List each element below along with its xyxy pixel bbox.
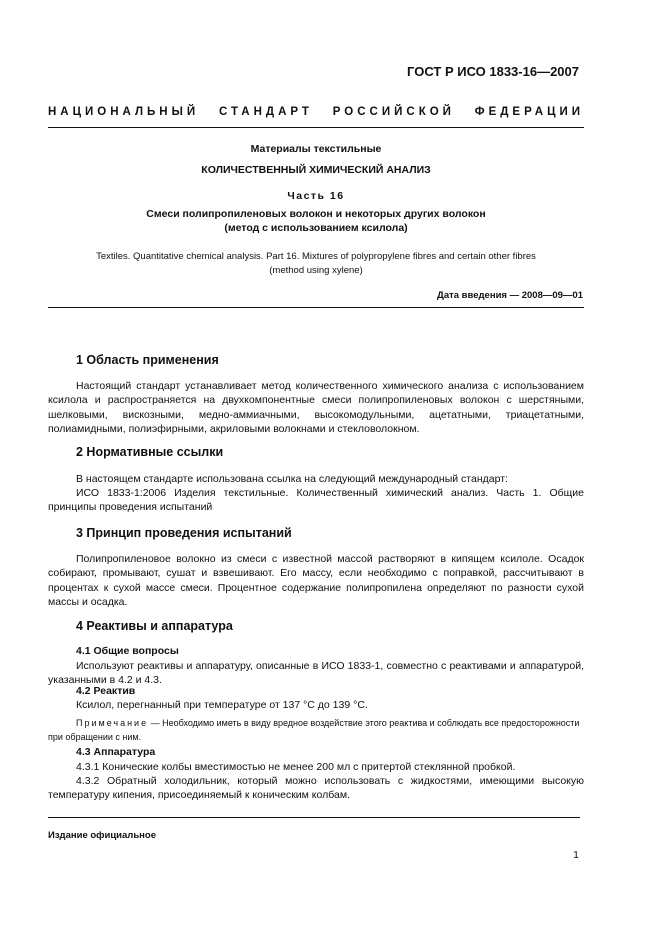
national-standard-banner bbox=[48, 106, 584, 118]
note-label: Примечание bbox=[76, 718, 149, 728]
footer-rule bbox=[48, 817, 580, 818]
title-main: КОЛИЧЕСТВЕННЫЙ ХИМИЧЕСКИЙ АНАЛИЗ bbox=[201, 164, 431, 176]
section-1-text: Настоящий стандарт устанавливает метод количественного химического анализа с использованием ксилола и распространяется на двухкомпонентные смеси полипропиленовых волокон с шерстяными, шелковыми, вискозными, медно-аммиачными, высокомодульными, ацетатными, триацетатными, полиамидными, полиэфирными, акриловыми волокнами и стекловолокном. bbox=[48, 380, 584, 435]
subsection-4-3-heading: 4.3 Аппаратура bbox=[76, 746, 156, 758]
subsection-4-1-heading: 4.1 Общие вопросы bbox=[76, 645, 179, 657]
subtitle-line: Смеси полипропиленовых волокон и некоторых других волокон bbox=[146, 208, 486, 220]
title-part: Часть 16 bbox=[287, 190, 345, 202]
official-edition-label: Издание официальное bbox=[48, 830, 156, 841]
title-subtitle bbox=[48, 207, 584, 235]
section-2-text2: ИСО 1833-1:2006 Изделия текстильные. Количественный химический анализ. Часть 1. Общие принципы проведения испытаний bbox=[48, 487, 584, 514]
subsection-4-2-text: Ксилол, перегнанный при температуре от 137 °С до 139 °С. bbox=[76, 699, 368, 711]
section-2-heading: 2 Нормативные ссылки bbox=[76, 445, 224, 459]
subsection-4-3-1-text: 4.3.1 Конические колбы вместимостью не менее 200 мл с притертой стеклянной пробкой. bbox=[76, 761, 516, 773]
banner-word: НАЦИОНАЛЬНЫЙ bbox=[48, 106, 200, 118]
introduction-date: Дата введения — 2008—09—01 bbox=[437, 290, 583, 301]
title-english bbox=[48, 250, 584, 278]
page-number: 1 bbox=[573, 849, 579, 861]
section-3-text: Полипропиленовое волокно из смеси с известной массой растворяют в кипящем ксилоле. Осадок собирают, промывают, сушат и взвешивают. Его массу, если необходимо с поправкой, рассчитывают в процентах к сухой массе смеси. Процентное содержание полипропилена определяют по разности сухой массы и осадка. bbox=[48, 553, 584, 608]
header-rule bbox=[48, 307, 584, 308]
subsection-4-2-heading: 4.2 Реактив bbox=[76, 685, 136, 697]
banner-word: ФЕДЕРАЦИИ bbox=[474, 106, 584, 118]
note-text: — Необходимо иметь в виду вредное воздействие этого реактива и соблюдать все предосторожности при обращении с ним. bbox=[48, 718, 580, 742]
subsection-4-3-2-text: 4.3.2 Обратный холодильник, который можно использовать с жидкостями, имеющими высокую температуру кипения, присоединяемый к коническим колбам. bbox=[48, 775, 584, 802]
section-3-heading: 3 Принцип проведения испытаний bbox=[76, 526, 292, 540]
banner-word: СТАНДАРТ bbox=[218, 106, 313, 118]
section-4-heading: 4 Реактивы и аппаратура bbox=[76, 619, 233, 633]
note bbox=[48, 716, 584, 744]
section-2-text1: В настоящем стандарте использована ссылка на следующий международный стандарт: bbox=[76, 473, 508, 485]
standard-code: ГОСТ Р ИСО 1833-16—2007 bbox=[407, 64, 579, 79]
banner-word: РОССИЙСКОЙ bbox=[332, 106, 455, 118]
title-category: Материалы текстильные bbox=[250, 143, 382, 155]
banner-rule bbox=[48, 127, 584, 128]
english-line: Textiles. Quantitative chemical analysis. Part 16. Mixtures of polypropylene fibres and certain other fibres bbox=[96, 251, 536, 262]
subtitle-line: (метод с использованием ксилола) bbox=[224, 222, 408, 234]
english-line: (method using xylene) bbox=[269, 265, 363, 276]
subsection-4-1-text: Используют реактивы и аппаратуру, описанные в ИСО 1833-1, совместно с реактивами и аппаратурой, указанными в 4.2 и 4.3. bbox=[48, 660, 584, 687]
section-1-heading: 1 Область применения bbox=[76, 353, 219, 367]
